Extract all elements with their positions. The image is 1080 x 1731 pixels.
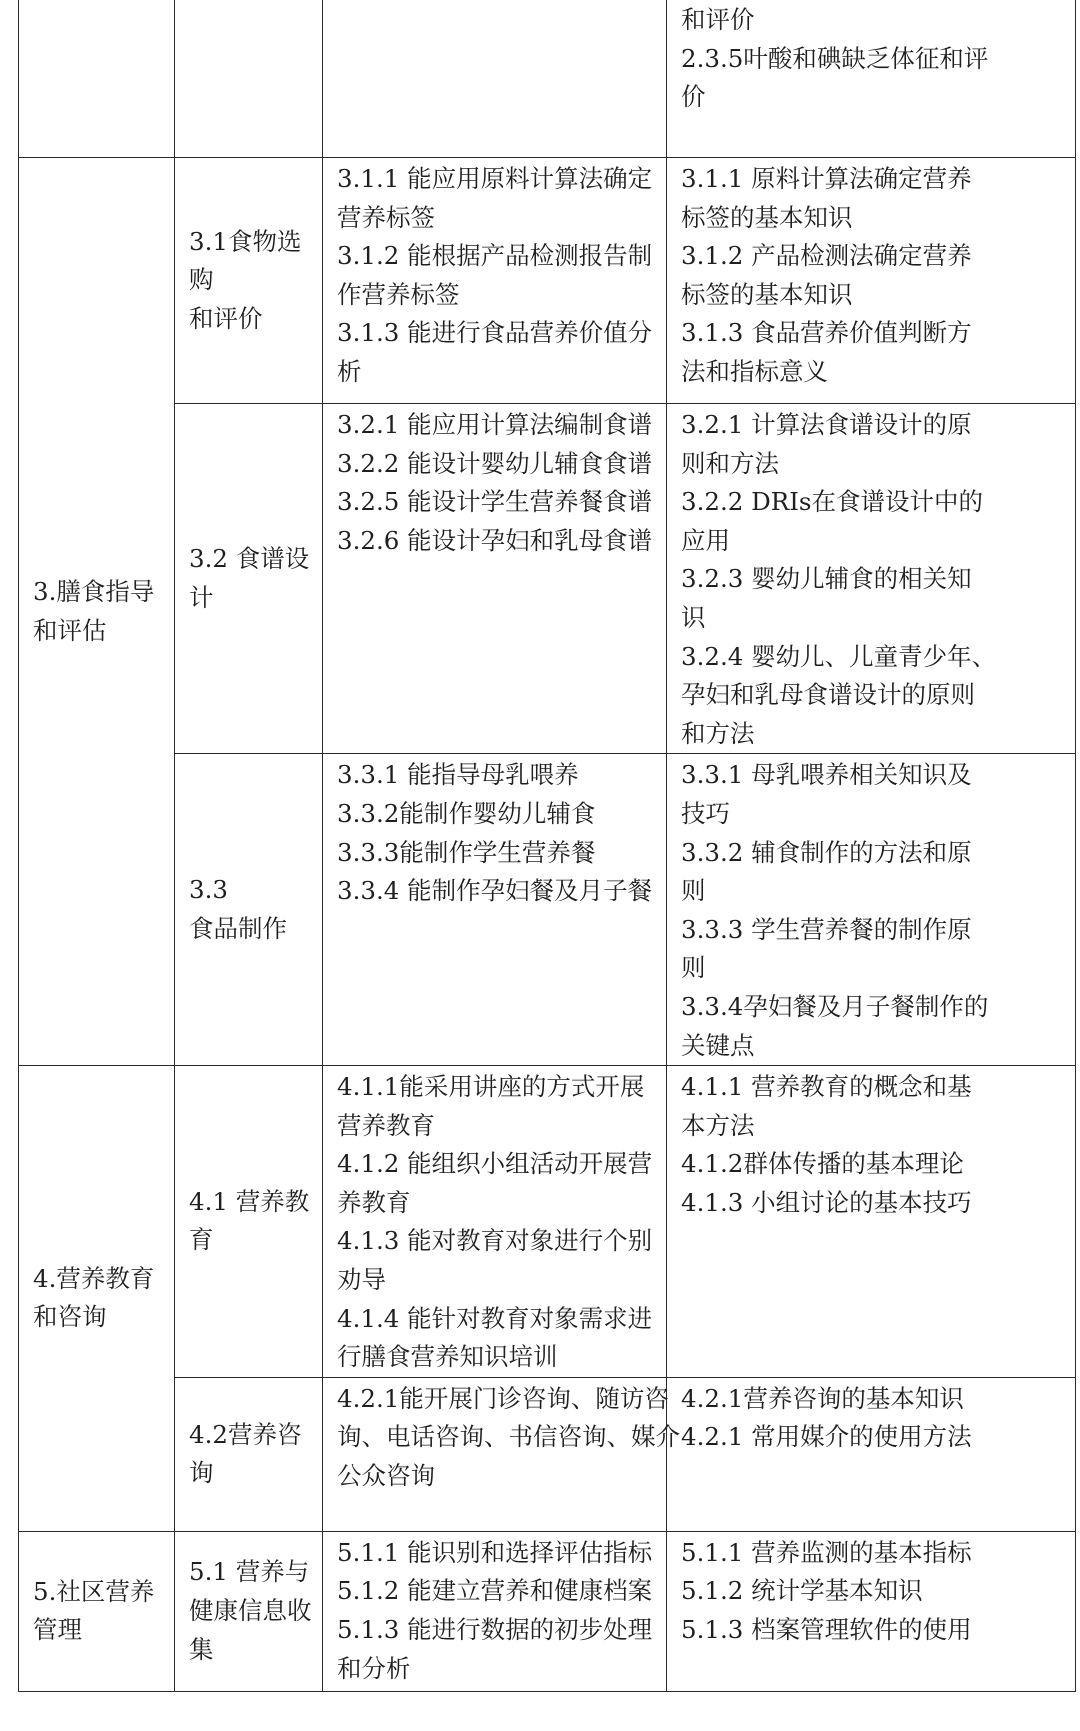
text-line: 3.2.1 能应用计算法编制食谱 [337, 410, 653, 439]
knowledge-cell [667, 1377, 1076, 1531]
text-line: 4.1.1 营养教育的概念和基 [681, 1072, 972, 1102]
text-line: 识 [681, 602, 706, 632]
table-row [19, 754, 1076, 1066]
text-line: 4.2.1能开展门诊咨询、随访咨 [337, 1383, 669, 1413]
text-line: 4.1.2 能组织小组活动开展营 [337, 1149, 653, 1179]
skills-cell [323, 1531, 667, 1691]
module-cell [19, 0, 175, 158]
text-line: 5.1.3 档案管理软件的使用 [681, 1615, 972, 1645]
unit-label: 育 [189, 1225, 214, 1255]
text-line: 关键点 [681, 1030, 755, 1060]
text-line: 标签的基本知识 [681, 279, 853, 309]
text-line: 3.1.2 能根据产品检测报告制 [337, 241, 653, 271]
table-row [19, 1066, 1076, 1378]
unit-cell [175, 1066, 323, 1378]
text-line: 5.1.1 营养监测的基本指标 [681, 1537, 972, 1567]
text-line: 3.3.2能制作婴幼儿辅食 [337, 798, 596, 828]
module-label: 5.社区营养 [33, 1576, 155, 1606]
curriculum-table [18, 0, 1076, 1692]
text-line: 3.2.3 婴幼儿辅食的相关知 [681, 564, 972, 594]
text-line: 3.3.4 能制作孕妇餐及月子餐 [337, 876, 653, 906]
skills-cell [323, 1066, 667, 1378]
unit-cell [175, 754, 323, 1066]
unit-label: 询 [189, 1458, 214, 1488]
text-line: 3.2.1 计算法食谱设计的原 [681, 410, 972, 439]
unit-label: 和评价 [189, 303, 263, 333]
knowledge-cell [667, 0, 1076, 158]
text-line: 和方法 [681, 718, 755, 748]
module-cell [19, 1531, 175, 1691]
unit-label: 食品制作 [189, 913, 287, 943]
text-line: 技巧 [681, 798, 730, 828]
module-label: 管理 [33, 1615, 82, 1645]
module-label: 和评估 [33, 615, 107, 645]
knowledge-cell [667, 754, 1076, 1066]
text-line: 和分析 [337, 1653, 411, 1683]
knowledge-cell [667, 158, 1076, 404]
unit-label: 集 [189, 1634, 214, 1664]
text-line: 4.2.1营养咨询的基本知识 [681, 1383, 964, 1413]
text-line: 3.1.3 食品营养价值判断方 [681, 318, 972, 348]
text-line: 5.1.2 统计学基本知识 [681, 1576, 923, 1606]
text-line: 3.2.4 婴幼儿、儿童青少年、 [681, 641, 997, 671]
knowledge-cell [667, 1531, 1076, 1691]
text-line: 5.1.2 能建立营养和健康档案 [337, 1576, 653, 1606]
table-row [19, 0, 1076, 158]
text-line: 3.2.2 能设计婴幼儿辅食食谱 [337, 448, 653, 478]
module-label: 4.营养教育 [33, 1263, 155, 1293]
text-line: 3.3.3 学生营养餐的制作原 [681, 914, 972, 944]
text-line: 3.3.4孕妇餐及月子餐制作的 [681, 991, 989, 1021]
text-line: 则 [681, 876, 706, 906]
text-line: 孕妇和乳母食谱设计的原则 [681, 680, 975, 710]
text-line: 4.1.2群体传播的基本理论 [681, 1149, 964, 1179]
unit-label: 4.1 营养教 [189, 1186, 310, 1216]
table-row [19, 158, 1076, 404]
text-line: 法和指标意义 [681, 356, 828, 386]
skills-cell [323, 158, 667, 404]
text-line: 4.1.1能采用讲座的方式开展 [337, 1072, 645, 1102]
text-line: 养教育 [337, 1187, 411, 1217]
text-line: 行膳食营养知识培训 [337, 1342, 558, 1372]
unit-cell [175, 158, 323, 404]
unit-label: 3.2 食谱设 [189, 544, 310, 574]
text-line: 4.1.4 能针对教育对象需求进 [337, 1303, 653, 1333]
text-line: 3.3.3能制作学生营养餐 [337, 837, 596, 867]
text-line: 价 [681, 82, 706, 112]
text-line: 作营养标签 [337, 279, 460, 309]
module-label: 和咨询 [33, 1302, 107, 1332]
knowledge-cell [667, 1066, 1076, 1378]
text-line: 5.1.1 能识别和选择评估指标 [337, 1537, 653, 1567]
text-line: 营养教育 [337, 1110, 435, 1140]
unit-cell [175, 1377, 323, 1531]
module-cell [19, 158, 175, 1066]
text-line: 标签的基本知识 [681, 202, 853, 232]
unit-label: 5.1 营养与 [189, 1557, 310, 1587]
text-line: 2.3.5叶酸和碘缺乏体征和评 [681, 43, 989, 73]
skills-cell [323, 404, 667, 754]
text-line: 3.3.1 母乳喂养相关知识及 [681, 760, 972, 790]
text-line: 4.1.3 能对教育对象进行个别 [337, 1226, 653, 1256]
skills-cell [323, 754, 667, 1066]
text-line: 3.1.2 产品检测法确定营养 [681, 241, 972, 271]
text-line: 3.2.2 DRIs在食谱设计中的 [681, 487, 983, 517]
text-line: 应用 [681, 525, 730, 555]
unit-label: 计 [189, 582, 214, 612]
text-line: 3.1.1 能应用原料计算法确定 [337, 164, 653, 193]
unit-cell [175, 1531, 323, 1691]
text-line: 3.2.5 能设计学生营养餐食谱 [337, 487, 653, 517]
unit-label: 3.1食物选 [189, 226, 302, 256]
text-line: 3.2.6 能设计孕妇和乳母食谱 [337, 525, 653, 555]
text-line: 营养标签 [337, 202, 435, 232]
text-line: 3.1.1 原料计算法确定营养 [681, 164, 972, 193]
knowledge-cell [667, 404, 1076, 754]
text-line: 劝导 [337, 1265, 386, 1295]
unit-cell [175, 404, 323, 754]
text-line: 4.1.3 小组讨论的基本技巧 [681, 1187, 972, 1217]
text-line: 4.2.1 常用媒介的使用方法 [681, 1422, 972, 1452]
text-line: 则 [681, 953, 706, 983]
skills-cell [323, 1377, 680, 1531]
text-line: 询、电话咨询、书信咨询、媒介 [337, 1422, 680, 1452]
unit-label: 健康信息收 [189, 1596, 312, 1626]
unit-cell [175, 0, 323, 158]
table-row [19, 1531, 1076, 1691]
text-line: 3.3.2 辅食制作的方法和原 [681, 837, 972, 867]
text-line: 3.1.3 能进行食品营养价值分 [337, 318, 653, 348]
skills-cell [323, 0, 667, 158]
text-line: 3.3.1 能指导母乳喂养 [337, 760, 579, 790]
table-row [19, 1377, 1076, 1531]
text-line: 和评价 [681, 5, 755, 34]
module-cell [19, 1066, 175, 1532]
table-row [19, 404, 1076, 754]
unit-label: 购 [189, 265, 214, 295]
text-line: 析 [337, 356, 362, 386]
text-line: 5.1.3 能进行数据的初步处理 [337, 1615, 653, 1645]
text-line: 公众咨询 [337, 1461, 435, 1491]
unit-label: 4.2营养咨 [189, 1419, 302, 1449]
text-line: 本方法 [681, 1110, 755, 1140]
text-line: 则和方法 [681, 448, 779, 478]
module-label: 3.膳食指导 [33, 576, 155, 606]
unit-label: 3.3 [189, 875, 228, 905]
